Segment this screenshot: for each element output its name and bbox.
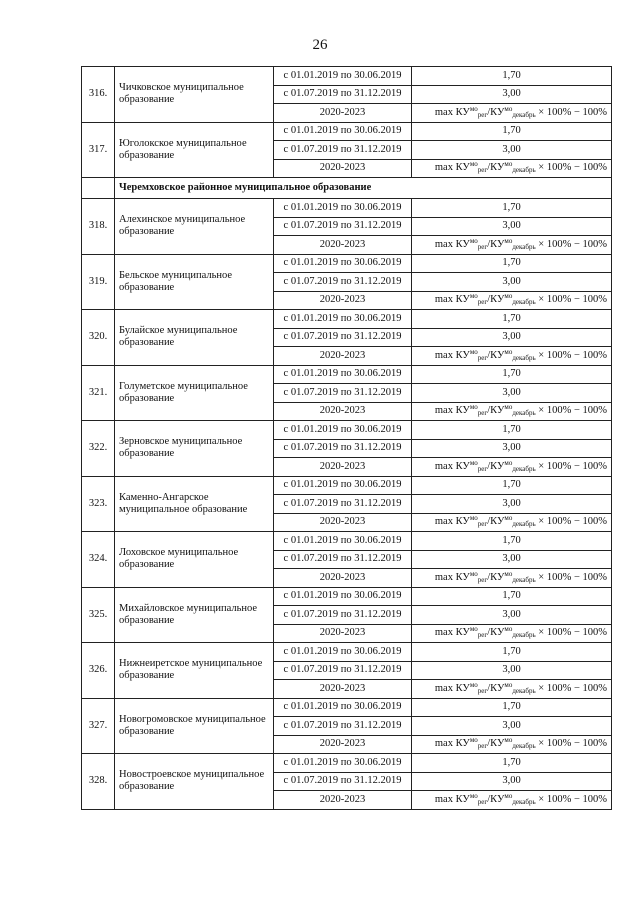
formula-suffix: × 100% − 100%: [535, 106, 607, 118]
period-cell: с 01.01.2019 по 30.06.2019: [274, 532, 412, 551]
period-cell: с 01.07.2019 по 31.12.2019: [274, 217, 412, 236]
formula-prefix: max КУ: [434, 294, 470, 306]
period-cell: с 01.07.2019 по 31.12.2019: [274, 384, 412, 403]
formula-sup2: мо: [504, 736, 513, 745]
formula-sup1: мо: [469, 160, 478, 169]
row-number: 317.: [82, 122, 115, 178]
formula-slash: /КУ: [487, 294, 505, 306]
formula-cell: [412, 159, 612, 178]
table-row: [82, 254, 612, 273]
table-row: [82, 199, 612, 218]
value-cell: 3,00: [412, 550, 612, 569]
period-cell: с 01.01.2019 по 30.06.2019: [274, 643, 412, 662]
formula-sub2: декабрь: [512, 575, 536, 584]
formula-sup2: мо: [504, 236, 513, 245]
period-cell: 2020-2023: [274, 236, 412, 255]
formula-sup1: мо: [469, 458, 478, 467]
group-number-cell: [82, 178, 115, 199]
period-cell: с 01.01.2019 по 30.06.2019: [274, 421, 412, 440]
period-cell: с 01.07.2019 по 31.12.2019: [274, 550, 412, 569]
value-cell: 1,70: [412, 310, 612, 329]
formula-cell: [412, 347, 612, 366]
row-number: 320.: [82, 310, 115, 366]
municipality-name: Нижнеиретское муниципальное образование: [115, 643, 274, 699]
table-row: [82, 587, 612, 606]
formula-sub1: рег: [477, 520, 488, 529]
formula-sub2: декабрь: [512, 631, 536, 640]
value-cell: 3,00: [412, 606, 612, 625]
period-cell: с 01.01.2019 по 30.06.2019: [274, 365, 412, 384]
formula-suffix: × 100% − 100%: [535, 162, 607, 174]
formula-sub1: рег: [477, 298, 488, 307]
period-cell: с 01.01.2019 по 30.06.2019: [274, 698, 412, 717]
formula-sup2: мо: [504, 569, 513, 578]
formula-cell: [412, 624, 612, 643]
formula-slash: /КУ: [487, 162, 505, 174]
row-number: 321.: [82, 365, 115, 421]
formula-sup1: мо: [469, 236, 478, 245]
value-cell: 1,70: [412, 67, 612, 86]
period-cell: 2020-2023: [274, 104, 412, 123]
row-number: 322.: [82, 421, 115, 477]
table-row: [82, 122, 612, 141]
table-row: [82, 476, 612, 495]
row-number: 318.: [82, 199, 115, 255]
table-row: [82, 67, 612, 86]
group-title: Черемховское районное муниципальное образование: [115, 178, 612, 199]
formula-sub2: декабрь: [512, 409, 536, 418]
formula-prefix: max КУ: [434, 460, 470, 472]
formula-prefix: max КУ: [434, 405, 470, 417]
formula-sup2: мо: [504, 680, 513, 689]
group-header-row: [82, 178, 612, 199]
formula-cell: [412, 236, 612, 255]
period-cell: с 01.01.2019 по 30.06.2019: [274, 199, 412, 218]
formula-prefix: max КУ: [434, 627, 470, 639]
formula-suffix: × 100% − 100%: [535, 627, 607, 639]
formula-cell: [412, 680, 612, 699]
value-cell: 1,70: [412, 587, 612, 606]
formula-suffix: × 100% − 100%: [535, 516, 607, 528]
value-cell: 3,00: [412, 717, 612, 736]
period-cell: 2020-2023: [274, 402, 412, 421]
row-number: 316.: [82, 67, 115, 123]
value-cell: 1,70: [412, 122, 612, 141]
formula-sub2: декабрь: [512, 242, 536, 251]
period-cell: с 01.07.2019 по 31.12.2019: [274, 85, 412, 104]
formula-prefix: max КУ: [434, 571, 470, 583]
period-cell: с 01.07.2019 по 31.12.2019: [274, 661, 412, 680]
formula-sub1: рег: [477, 797, 488, 806]
value-cell: 3,00: [412, 495, 612, 514]
formula-sup2: мо: [504, 458, 513, 467]
tariff-table-body: [82, 67, 612, 810]
formula-suffix: × 100% − 100%: [535, 238, 607, 250]
formula-cell: [412, 402, 612, 421]
formula-sup1: мо: [469, 403, 478, 412]
formula-suffix: × 100% − 100%: [535, 793, 607, 805]
formula-slash: /КУ: [487, 627, 505, 639]
formula-suffix: × 100% − 100%: [535, 738, 607, 750]
period-cell: 2020-2023: [274, 569, 412, 588]
municipality-name: Булайское муниципальное образование: [115, 310, 274, 366]
value-cell: 1,70: [412, 476, 612, 495]
municipality-name: Лоховское муниципальное образование: [115, 532, 274, 588]
period-cell: с 01.01.2019 по 30.06.2019: [274, 476, 412, 495]
formula-prefix: max КУ: [434, 349, 470, 361]
municipality-name: Чичковское муниципальное образование: [115, 67, 274, 123]
formula-suffix: × 100% − 100%: [535, 571, 607, 583]
value-cell: 1,70: [412, 254, 612, 273]
period-cell: 2020-2023: [274, 159, 412, 178]
formula-slash: /КУ: [487, 793, 505, 805]
formula-sub2: декабрь: [512, 520, 536, 529]
formula-slash: /КУ: [487, 349, 505, 361]
value-cell: 3,00: [412, 439, 612, 458]
period-cell: с 01.07.2019 по 31.12.2019: [274, 717, 412, 736]
municipality-name: Юголокское муниципальное образование: [115, 122, 274, 178]
formula-sup1: мо: [469, 680, 478, 689]
period-cell: с 01.01.2019 по 30.06.2019: [274, 587, 412, 606]
formula-sup2: мо: [504, 403, 513, 412]
period-cell: с 01.07.2019 по 31.12.2019: [274, 328, 412, 347]
municipality-name: Новогромовское муниципальное образование: [115, 698, 274, 754]
formula-sub1: рег: [477, 242, 488, 251]
period-cell: 2020-2023: [274, 680, 412, 699]
formula-slash: /КУ: [487, 571, 505, 583]
value-cell: 3,00: [412, 141, 612, 160]
value-cell: 3,00: [412, 217, 612, 236]
formula-slash: /КУ: [487, 516, 505, 528]
municipality-name: Голуметское муниципальное образование: [115, 365, 274, 421]
formula-prefix: max КУ: [434, 682, 470, 694]
period-cell: с 01.07.2019 по 31.12.2019: [274, 772, 412, 791]
table-row: [82, 643, 612, 662]
formula-slash: /КУ: [487, 405, 505, 417]
formula-cell: [412, 291, 612, 310]
period-cell: с 01.07.2019 по 31.12.2019: [274, 141, 412, 160]
formula-suffix: × 100% − 100%: [535, 349, 607, 361]
formula-prefix: max КУ: [434, 238, 470, 250]
period-cell: с 01.07.2019 по 31.12.2019: [274, 439, 412, 458]
period-cell: с 01.01.2019 по 30.06.2019: [274, 310, 412, 329]
value-cell: 1,70: [412, 643, 612, 662]
formula-sup2: мо: [504, 791, 513, 800]
period-cell: с 01.01.2019 по 30.06.2019: [274, 754, 412, 773]
formula-sub1: рег: [477, 353, 488, 362]
formula-prefix: max КУ: [434, 738, 470, 750]
formula-sup2: мо: [504, 625, 513, 634]
formula-sub1: рег: [477, 686, 488, 695]
formula-sup1: мо: [469, 736, 478, 745]
formula-slash: /КУ: [487, 460, 505, 472]
formula-cell: [412, 458, 612, 477]
municipality-name: Алехинское муниципальное образование: [115, 199, 274, 255]
formula-cell: [412, 791, 612, 810]
period-cell: 2020-2023: [274, 624, 412, 643]
municipality-name: Михайловское муниципальное образование: [115, 587, 274, 643]
formula-sub2: декабрь: [512, 464, 536, 473]
formula-suffix: × 100% − 100%: [535, 405, 607, 417]
period-cell: с 01.07.2019 по 31.12.2019: [274, 495, 412, 514]
table-row: [82, 698, 612, 717]
formula-prefix: max КУ: [434, 106, 470, 118]
formula-sub1: рег: [477, 166, 488, 175]
municipality-name: Бельское муниципальное образование: [115, 254, 274, 310]
period-cell: 2020-2023: [274, 735, 412, 754]
period-cell: 2020-2023: [274, 291, 412, 310]
tariff-table: [81, 66, 612, 810]
formula-prefix: max КУ: [434, 162, 470, 174]
period-cell: 2020-2023: [274, 458, 412, 477]
formula-sub2: декабрь: [512, 686, 536, 695]
municipality-name: Зерновское муниципальное образование: [115, 421, 274, 477]
formula-sub2: декабрь: [512, 166, 536, 175]
page-number: 26: [312, 37, 328, 53]
formula-sub2: декабрь: [512, 797, 536, 806]
row-number: 323.: [82, 476, 115, 532]
municipality-name: Новостроевское муниципальное образование: [115, 754, 274, 810]
period-cell: с 01.01.2019 по 30.06.2019: [274, 122, 412, 141]
value-cell: 3,00: [412, 85, 612, 104]
formula-sup2: мо: [504, 104, 513, 113]
table-row: [82, 310, 612, 329]
formula-sup1: мо: [469, 514, 478, 523]
formula-sub1: рег: [477, 575, 488, 584]
formula-prefix: max КУ: [434, 516, 470, 528]
formula-suffix: × 100% − 100%: [535, 682, 607, 694]
formula-sub1: рег: [477, 110, 488, 119]
value-cell: 3,00: [412, 384, 612, 403]
period-cell: с 01.07.2019 по 31.12.2019: [274, 273, 412, 292]
formula-sup2: мо: [504, 292, 513, 301]
table-row: [82, 532, 612, 551]
formula-sup2: мо: [504, 347, 513, 356]
formula-sub1: рег: [477, 409, 488, 418]
period-cell: 2020-2023: [274, 347, 412, 366]
period-cell: с 01.01.2019 по 30.06.2019: [274, 67, 412, 86]
formula-cell: [412, 513, 612, 532]
value-cell: 3,00: [412, 273, 612, 292]
value-cell: 3,00: [412, 328, 612, 347]
formula-sup2: мо: [504, 514, 513, 523]
formula-cell: [412, 735, 612, 754]
value-cell: 1,70: [412, 754, 612, 773]
value-cell: 1,70: [412, 532, 612, 551]
table-row: [82, 365, 612, 384]
value-cell: 1,70: [412, 365, 612, 384]
formula-sup2: мо: [504, 160, 513, 169]
formula-sub2: декабрь: [512, 110, 536, 119]
period-cell: 2020-2023: [274, 791, 412, 810]
value-cell: 1,70: [412, 698, 612, 717]
municipality-name: Каменно-Ангарское муниципальное образование: [115, 476, 274, 532]
formula-cell: [412, 569, 612, 588]
period-cell: 2020-2023: [274, 513, 412, 532]
table-row: [82, 421, 612, 440]
period-cell: с 01.01.2019 по 30.06.2019: [274, 254, 412, 273]
formula-sup1: мо: [469, 104, 478, 113]
formula-sub2: декабрь: [512, 742, 536, 751]
row-number: 327.: [82, 698, 115, 754]
formula-sup1: мо: [469, 569, 478, 578]
formula-sup1: мо: [469, 791, 478, 800]
formula-sup1: мо: [469, 625, 478, 634]
formula-suffix: × 100% − 100%: [535, 294, 607, 306]
formula-slash: /КУ: [487, 738, 505, 750]
formula-sub1: рег: [477, 742, 488, 751]
value-cell: 1,70: [412, 421, 612, 440]
formula-sub2: декабрь: [512, 298, 536, 307]
row-number: 319.: [82, 254, 115, 310]
formula-slash: /КУ: [487, 682, 505, 694]
row-number: 325.: [82, 587, 115, 643]
row-number: 326.: [82, 643, 115, 699]
value-cell: 3,00: [412, 772, 612, 791]
period-cell: с 01.07.2019 по 31.12.2019: [274, 606, 412, 625]
formula-prefix: max КУ: [434, 793, 470, 805]
formula-sup1: мо: [469, 292, 478, 301]
formula-sub1: рег: [477, 464, 488, 473]
formula-slash: /КУ: [487, 106, 505, 118]
formula-slash: /КУ: [487, 238, 505, 250]
formula-cell: [412, 104, 612, 123]
value-cell: 1,70: [412, 199, 612, 218]
row-number: 328.: [82, 754, 115, 810]
formula-sub2: декабрь: [512, 353, 536, 362]
table-row: [82, 754, 612, 773]
row-number: 324.: [82, 532, 115, 588]
formula-sub1: рег: [477, 631, 488, 640]
formula-sup1: мо: [469, 347, 478, 356]
formula-suffix: × 100% − 100%: [535, 460, 607, 472]
value-cell: 3,00: [412, 661, 612, 680]
